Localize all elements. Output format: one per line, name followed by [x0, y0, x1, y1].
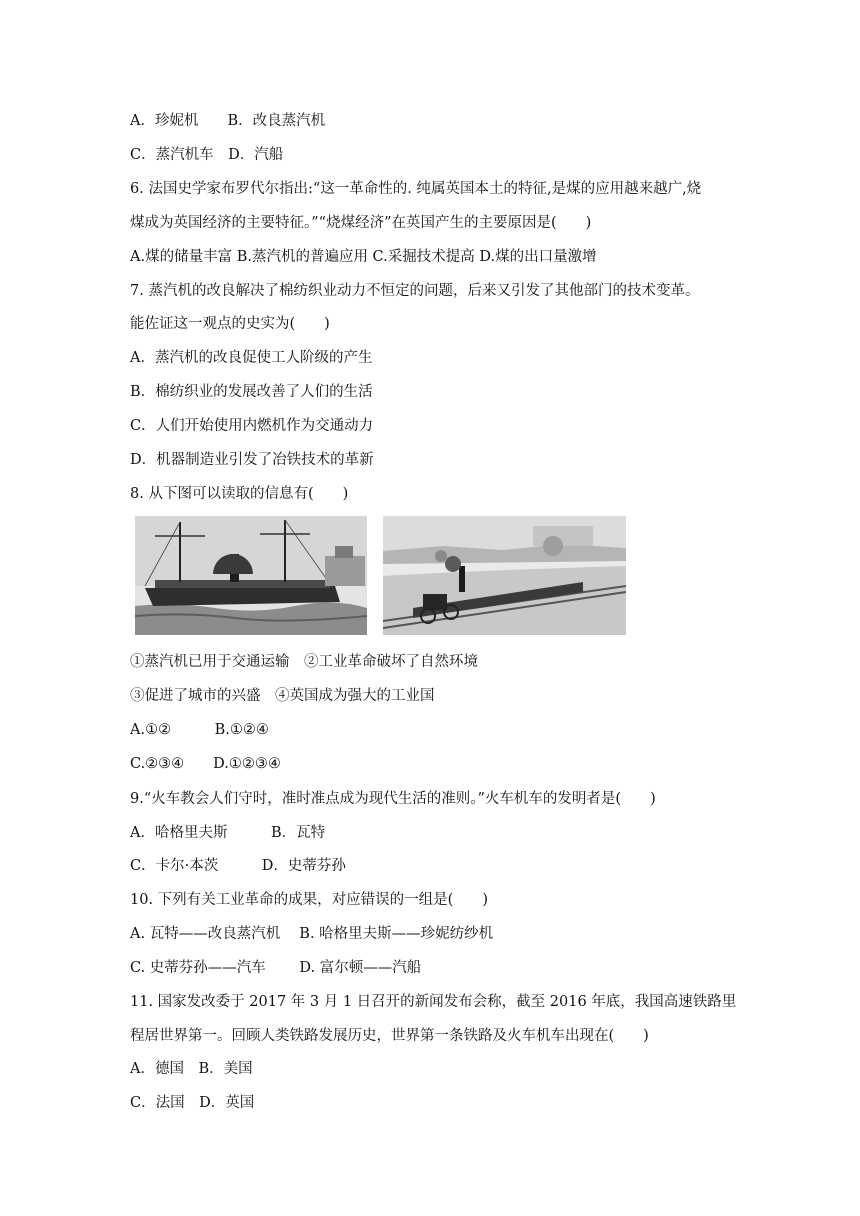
q11-stem-line1: 11. 国家发改委于 2017 年 3 月 1 日召开的新闻发布会称，截至 2016 年底，我国高速铁路里	[130, 994, 737, 1010]
q9-stem: 9.“火车教会人们守时，准时准点成为现代生活的准则。”火车机车的发明者是( )	[130, 791, 656, 807]
q5-options-cd: C．蒸汽机车 D．汽船	[130, 147, 284, 163]
q7-option-a: A．蒸汽机的改良促使工人阶级的产生	[130, 350, 373, 366]
q8-statements-1-2: ①蒸汽机已用于交通运输 ②工业革命破坏了自然环境	[130, 654, 478, 670]
q5-options-ab: A．珍妮机 B．改良蒸汽机	[130, 113, 326, 129]
q11-options-ab: A．德国 B．美国	[130, 1061, 253, 1077]
q8-options-ab: A.①② B.①②④	[130, 722, 269, 738]
q7-stem-line1: 7. 蒸汽机的改良解决了棉纺织业动力不恒定的问题，后来又引发了其他部门的技术变革。	[130, 283, 700, 299]
q7-stem-line2: 能佐证这一观点的史实为( )	[130, 316, 330, 332]
q6-stem-line1: 6. 法国史学家布罗代尔指出:“这一革命性的. 纯属英国本土的特征,是煤的应用越来越广,烧	[130, 181, 702, 197]
q7-option-b: B．棉纺织业的发展改善了人们的生活	[130, 384, 373, 400]
q10-options-cd: C. 史蒂芬孙——汽车 D. 富尔顿——汽船	[130, 960, 422, 976]
q7-option-d: D．机器制造业引发了冶铁技术的革新	[130, 452, 374, 468]
locomotive-image	[383, 516, 626, 635]
steamship-image	[135, 516, 367, 635]
q10-stem: 10. 下列有关工业革命的成果，对应错误的一组是( )	[130, 892, 488, 908]
q11-options-cd: C．法国 D．英国	[130, 1095, 255, 1111]
q9-options-cd: C．卡尔·本茨 D．史蒂芬孙	[130, 858, 346, 874]
q8-stem: 8. 从下图可以读取的信息有( )	[130, 486, 349, 502]
q10-options-ab: A. 瓦特——改良蒸汽机 B. 哈格里夫斯——珍妮纺纱机	[130, 926, 494, 942]
q8-options-cd: C.②③④ D.①②③④	[130, 756, 281, 772]
q6-options: A.煤的储量丰富 B.蒸汽机的普遍应用 C.采掘技术提高 D.煤的出口量激增	[130, 249, 597, 265]
q11-stem-line2: 程居世界第一。回顾人类铁路发展历史，世界第一条铁路及火车机车出现在( )	[130, 1028, 649, 1044]
q6-stem-line2: 煤成为英国经济的主要特征。”“烧煤经济”在英国产生的主要原因是( )	[130, 215, 592, 231]
q8-statements-3-4: ③促进了城市的兴盛 ④英国成为强大的工业国	[130, 688, 435, 704]
q9-options-ab: A．哈格里夫斯 B．瓦特	[130, 825, 326, 841]
q7-option-c: C．人们开始使用内燃机作为交通动力	[130, 418, 374, 434]
